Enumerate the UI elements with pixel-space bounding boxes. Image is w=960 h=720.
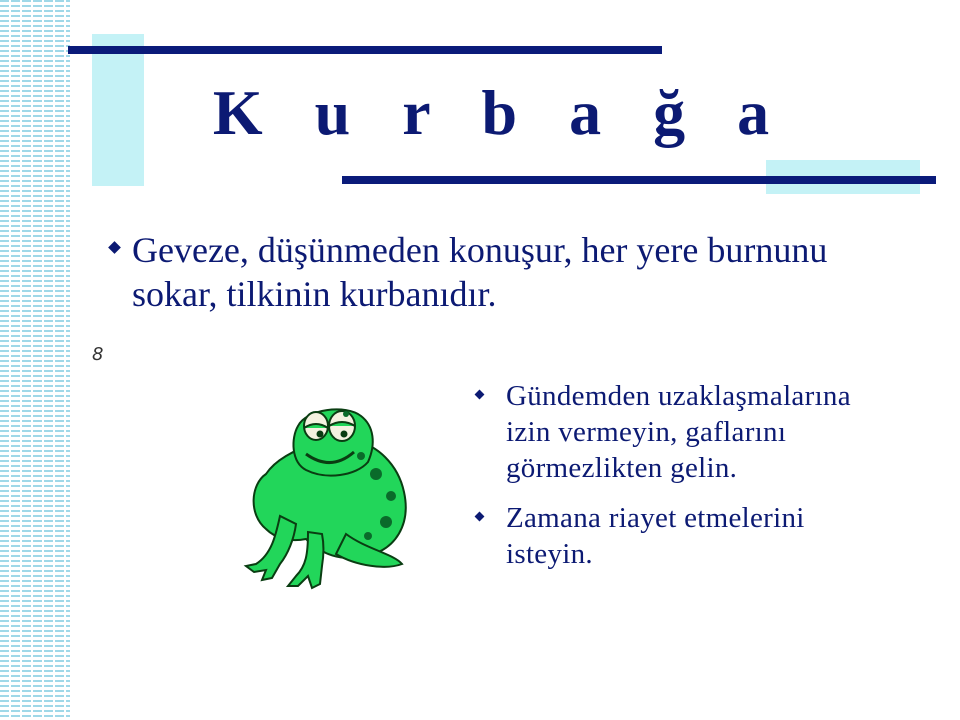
diamond-icon [475,390,485,400]
frog-pupil-left [317,431,324,438]
sub-bullet-text: Zamana riayet etmelerini isteyin. [506,502,805,570]
title-rule-bottom [342,176,936,184]
diamond-icon [475,512,485,522]
slide-title: K u r b a ğ a [212,77,788,148]
frog-pupil-right [341,431,348,438]
sub-bullet-1 [474,378,894,486]
diamond-icon [108,241,121,254]
side-stripe-pattern [0,0,70,720]
main-bullet-text: Geveze, düşünmeden konuşur, her yere burnunu sokar, tilkinin kurbanıdır. [132,230,828,314]
title-rule-top [68,46,662,54]
frog-illustration [236,404,416,594]
sub-bullet-2 [474,500,894,572]
main-bullet [106,228,866,316]
sub-bullet-list [474,378,894,586]
sub-bullet-text: Gündemden uzaklaşmalarına izin vermeyin, gaflarını görmezlikten gelin. [506,380,851,484]
small-glyph: 8 [92,344,104,365]
